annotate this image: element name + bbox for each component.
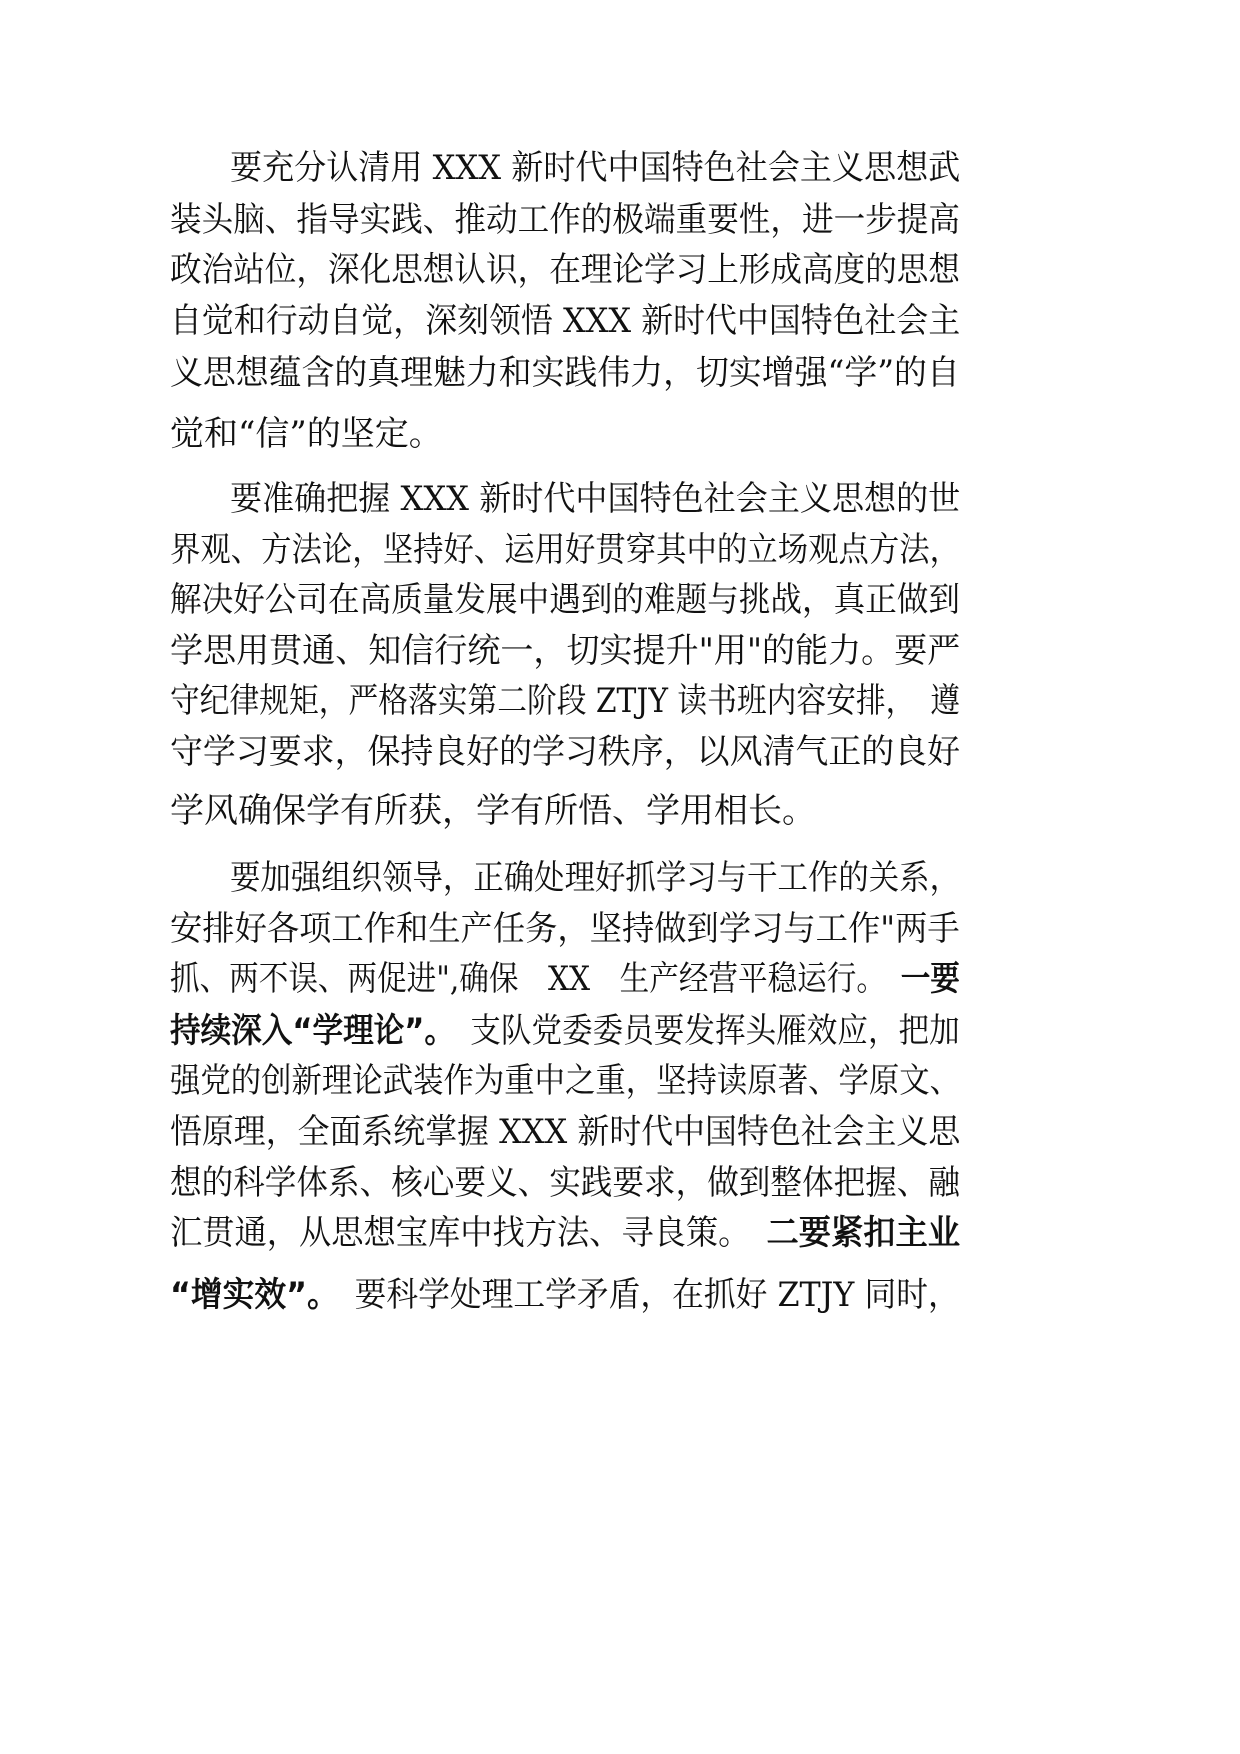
text-line: [170, 296, 960, 346]
text-run: 汇贯通，从思想宝库中找方法、寻良策。: [170, 1213, 767, 1253]
text-line: [170, 348, 960, 398]
text-run: 装头脑、指导实践、推动工作的极端重要性，进一步提高: [170, 200, 960, 240]
text-run: 强党的创新理论武装作为重中之重，坚持读原著、学原文、: [170, 1061, 960, 1101]
text-run: 抓、两不误、两促进",确保 XX 生产经营平稳运行。: [170, 959, 901, 999]
text-line: [170, 525, 960, 575]
text-run: 安排好各项工作和生产任务，坚持做到学习与工作"两手: [170, 909, 960, 949]
text-run: 要科学处理工学矛盾，在抓好 ZTJY 同时，: [322, 1275, 960, 1315]
text-run: 支队党委委员要发挥头雁效应，把加: [439, 1011, 960, 1051]
text-run: 学风确保学有所获，学有所悟、学用相长。: [170, 791, 816, 831]
text-run: 解决好公司在高质量发展中遇到的难题与挑战，真正做到: [170, 580, 960, 620]
text-line: [170, 954, 960, 1004]
text-line: [170, 1107, 960, 1157]
text-line: [170, 727, 960, 777]
text-run: 想的科学体系、核心要义、实践要求，做到整体把握、融: [170, 1163, 960, 1203]
text-line: [170, 1208, 960, 1258]
text-run: 守纪律规矩，严格落实第二阶段 ZTJY 读书班内容安排， 遵: [170, 681, 960, 721]
bold-text-run: 一要: [900, 959, 960, 999]
text-line: [170, 1270, 960, 1320]
text-line: [170, 575, 960, 625]
text-run: 自觉和行动自觉，深刻领悟 XXX 新时代中国特色社会主: [170, 301, 961, 341]
text-line: [170, 676, 960, 726]
text-run: 守学习要求，保持良好的学习秩序，以风清气正的良好: [170, 732, 960, 772]
text-line: [170, 245, 960, 295]
text-line: [170, 195, 960, 245]
text-line: [230, 853, 960, 903]
text-run: 觉和“信”的坚定。: [170, 414, 443, 454]
text-line: [170, 626, 960, 676]
text-line: [170, 1158, 960, 1208]
bold-text-run: “增实效”。: [170, 1275, 323, 1315]
text-run: 义思想蕴含的真理魅力和实践伟力，切实增强“学”的自: [170, 353, 960, 393]
bold-text-run: 二要紧扣主业: [766, 1213, 960, 1253]
text-line: [230, 143, 960, 193]
text-line: [170, 409, 443, 459]
text-run: 界观、方法论，坚持好、运用好贯穿其中的立场观点方法，: [170, 530, 960, 570]
text-line: [170, 1006, 960, 1056]
text-line: [170, 904, 960, 954]
text-run: 要加强组织领导，正确处理好抓学习与干工作的关系，: [230, 858, 960, 898]
bold-text-run: 持续深入“学理论”。: [170, 1011, 440, 1051]
text-run: 要准确把握 XXX 新时代中国特色社会主义思想的世: [230, 479, 961, 519]
text-run: 学思用贯通、知信行统一，切实提升"用"的能力。要严: [170, 631, 961, 671]
text-run: 要充分认清用 XXX 新时代中国特色社会主义思想武: [230, 148, 961, 188]
text-run: 悟原理，全面系统掌握 XXX 新时代中国特色社会主义思: [170, 1112, 961, 1152]
text-line: [230, 474, 960, 524]
text-line: [170, 1056, 960, 1106]
text-line: [170, 786, 816, 836]
text-run: 政治站位，深化思想认识，在理论学习上形成高度的思想: [170, 250, 960, 290]
